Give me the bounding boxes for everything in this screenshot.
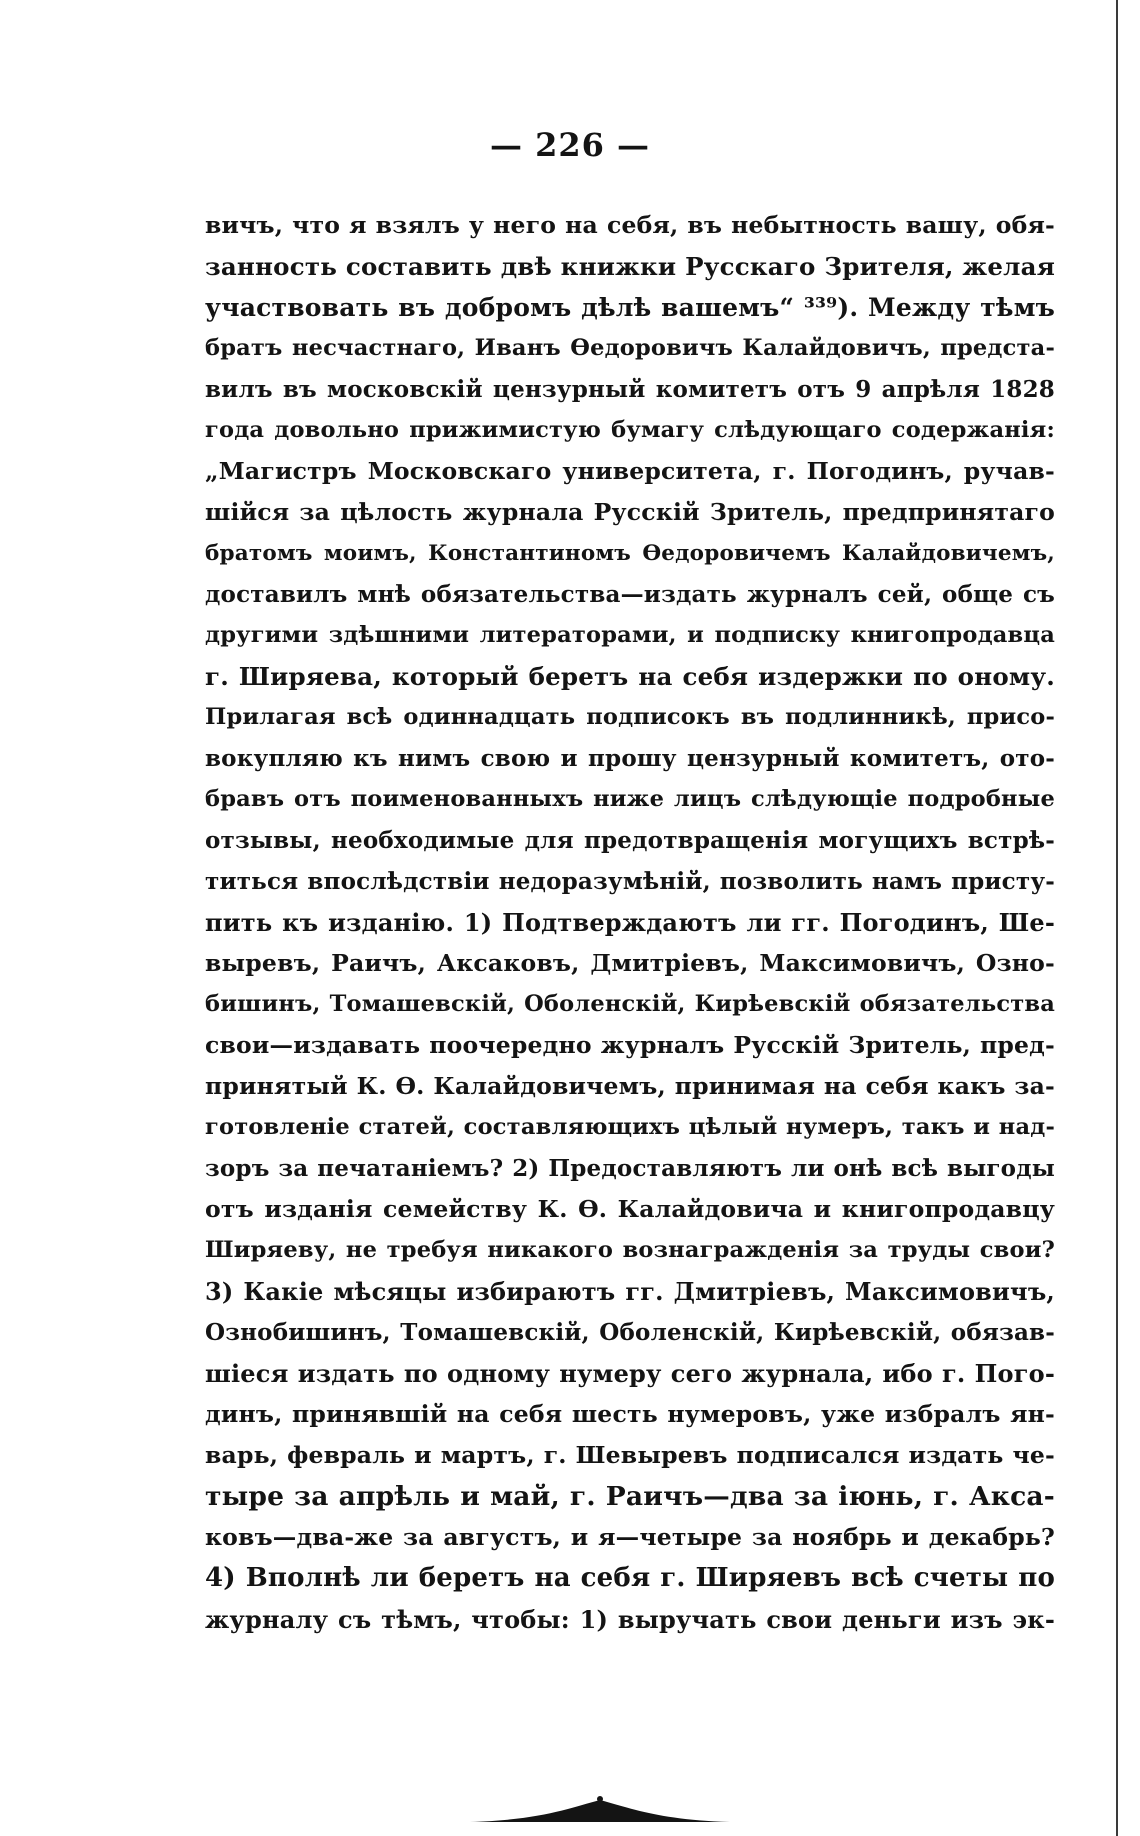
text-line: участвовать въ добромъ дѣлѣ вашемъ“ ³³⁹). Между тѣмъ: [205, 293, 1055, 322]
text-line: вилъ въ московскій цензурный комитетъ отъ 9 апрѣля 1828: [205, 376, 1055, 403]
text-line: пить къ изданію. 1) Подтверждаютъ ли гг. Погодинъ, Ше-: [205, 908, 1055, 937]
text-line: вокупляю къ нимъ свою и прошу цензурный комитетъ, ото-: [205, 745, 1055, 772]
text-line: занность составить двѣ книжки Русскаго Зрителя, желая: [205, 252, 1055, 281]
text-line: Ширяеву, не требуя никакого вознагражденія за труды свои?: [205, 1237, 1055, 1263]
page-number: — 226 —: [489, 126, 651, 164]
text-line: динъ, принявшій на себя шесть нумеровъ, уже избралъ ян-: [205, 1400, 1055, 1428]
text-line: Прилагая всѣ одиннадцать подписокъ въ подлинникѣ, присо-: [205, 704, 1055, 730]
text-line: братомъ моимъ, Константиномъ Ѳедоровичемъ Калайдовичемъ,: [205, 541, 1055, 566]
text-line: шіеся издать по одному нумеру сего журнала, ибо г. Пого-: [205, 1359, 1055, 1388]
text-line: готовленіе статей, составляющихъ цѣлый нумеръ, такъ и над-: [205, 1114, 1055, 1140]
text-line: братъ несчастнаго, Иванъ Ѳедоровичъ Калайдовичъ, предста-: [205, 335, 1055, 361]
text-line: зоръ за печатаніемъ? 2) Предоставляютъ ли онѣ всѣ выгоды: [205, 1155, 1055, 1182]
text-line: выревъ, Раичъ, Аксаковъ, Дмитріевъ, Максимовичъ, Озно-: [205, 949, 1055, 977]
text-line: бравъ отъ поименованныхъ ниже лицъ слѣдующіе подробные: [205, 786, 1055, 812]
text-line: Ознобишинъ, Томашевскій, Оболенскій, Кирѣевскій, обязав-: [205, 1319, 1055, 1346]
text-line: отзывы, необходимые для предотвращенія могущихъ встрѣ-: [205, 827, 1055, 854]
text-line: г. Ширяева, который беретъ на себя издержки по оному.: [205, 662, 1055, 691]
text-line: бишинъ, Томашевскій, Оболенскій, Кирѣевскій обязательства: [205, 991, 1055, 1017]
text-line: „Магистръ Московскаго университета, г. Погодинъ, ручав-: [205, 457, 1055, 485]
text-line: года довольно прижимистую бумагу слѣдующаго содержанія:: [205, 417, 1055, 443]
text-line: титься впослѣдствіи недоразумѣній, позволить намъ присту-: [205, 868, 1055, 895]
text-line: вичъ, что я взялъ у него на себя, въ небытность вашу, обя-: [205, 211, 1055, 239]
text-line: ковъ—два-же за августъ, и я—четыре за ноябрь и декабрь?: [205, 1523, 1055, 1551]
page-edge-rule: [1116, 0, 1118, 1836]
text-line: другими здѣшними литераторами, и подписку книгопродавца: [205, 622, 1055, 648]
body-text: [205, 205, 1055, 1640]
tailpiece-ornament: [450, 1794, 750, 1824]
text-line: доставилъ мнѣ обязательства—издать журналъ сей, обще съ: [205, 581, 1055, 608]
text-line: журналу съ тѣмъ, чтобы: 1) выручать свои деньги изъ эк-: [205, 1605, 1055, 1634]
text-line: 4) Вполнѣ ли беретъ на себя г. Ширяевъ всѣ счеты по: [205, 1563, 1055, 1593]
text-line: 3) Какіе мѣсяцы избираютъ гг. Дмитріевъ, Максимовичъ,: [205, 1277, 1055, 1306]
text-line: тыре за апрѣль и май, г. Раичъ—два за іюнь, г. Акса-: [205, 1481, 1055, 1512]
text-line: шійся за цѣлость журнала Русскій Зритель, предпринятаго: [205, 498, 1055, 526]
text-line: принятый К. Ѳ. Калайдовичемъ, принимая на себя какъ за-: [205, 1072, 1055, 1100]
text-line: отъ изданія семейству К. Ѳ. Калайдовича и книгопродавцу: [205, 1195, 1055, 1223]
text-line: свои—издавать поочередно журналъ Русскій Зритель, пред-: [205, 1031, 1055, 1059]
text-line: варь, февраль и мартъ, г. Шевыревъ подписался издать че-: [205, 1441, 1055, 1469]
